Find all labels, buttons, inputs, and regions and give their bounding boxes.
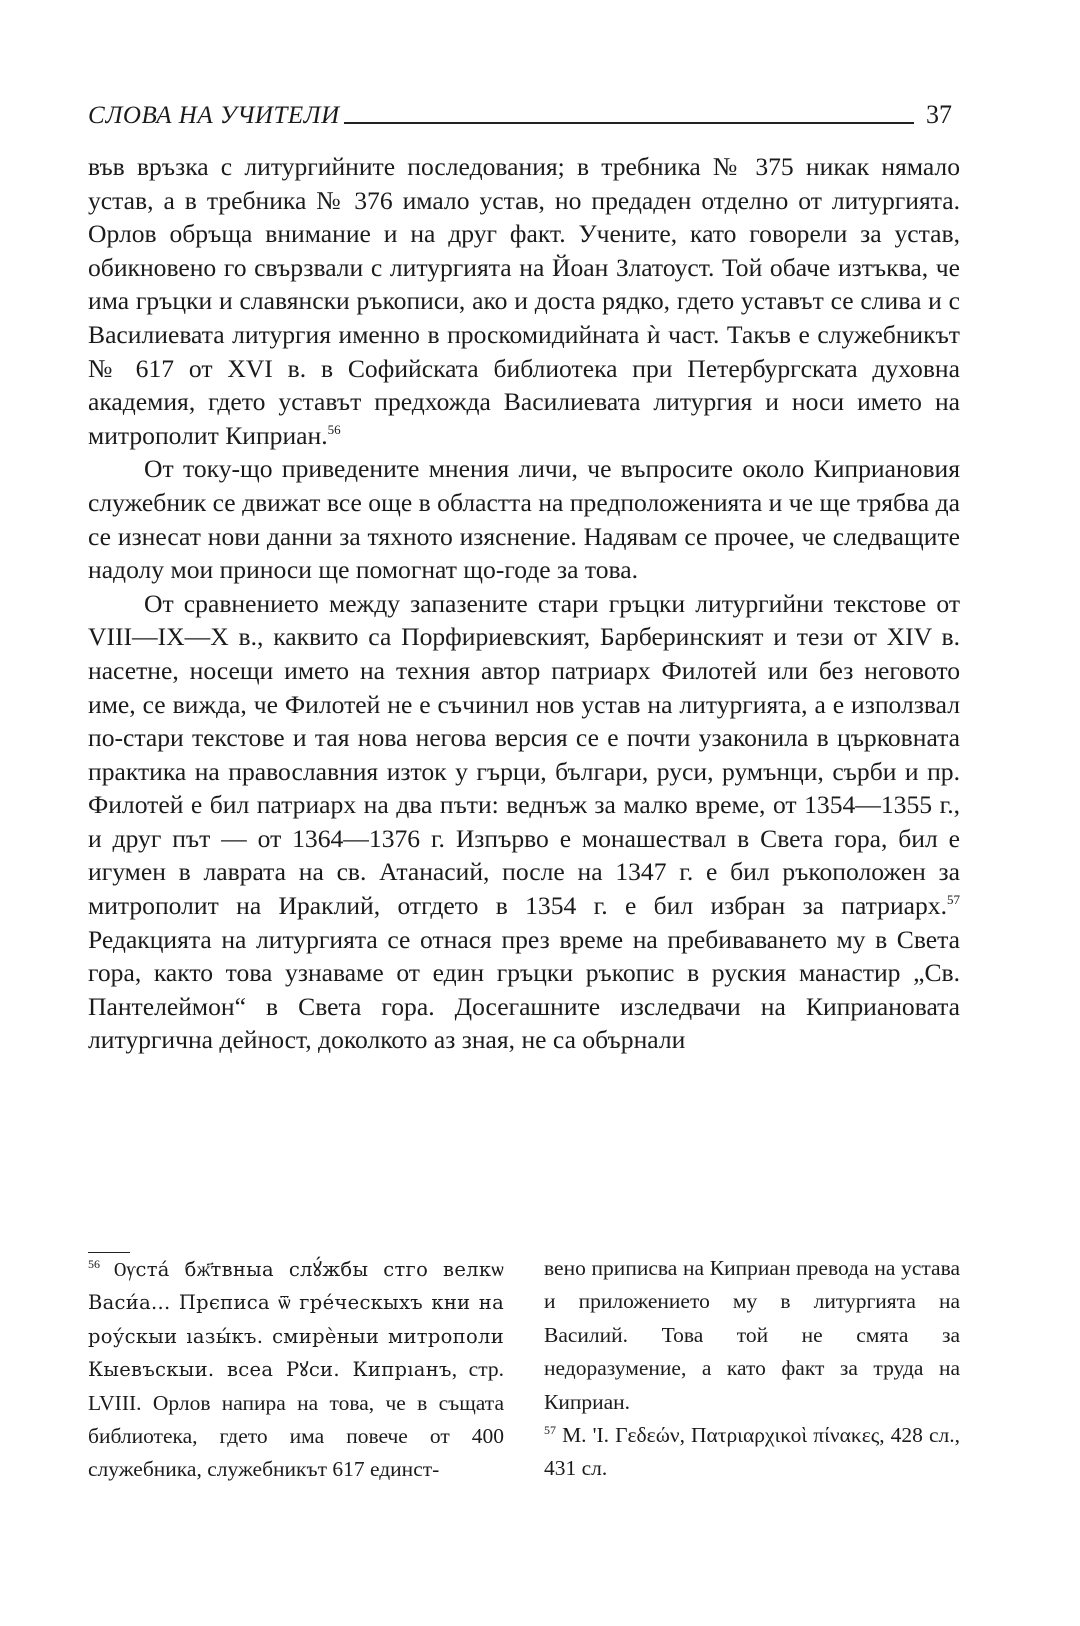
main-text — [88, 150, 960, 1057]
paragraph-1-text: във връзка с литургийните последования; в требника № 375 никак нямало устав, а в требника № 376 имало устав, но предаден отделно от литургията. Орлов обръща внимание и на друг факт. Учените, като говорели за устав, обикновено го свързвали с литургията на Йоан Златоуст. Той обаче изтъква, че има гръцки и славянски ръкописи, ако и доста рядко, гдето уставът се слива и с Василиевата литургия именно в проскомидийната ѝ част. Такъв е служебникът № 617 от XVI в. в Софийската библиотека при Петербургската духовна академия, гдето уставът предхожда Василиевата литургия и носи името на митрополит Киприан. — [88, 152, 960, 450]
footnote-57-number: 57 — [544, 1423, 556, 1438]
paragraph-3 — [88, 587, 960, 1057]
running-title: СЛОВА НА УЧИТЕЛИ — [88, 102, 340, 129]
footnote-57 — [544, 1419, 960, 1486]
footnote-56-continued: вено приписва на Киприан превода на устава и приложението му в литургията на Василий. Това той не смята за недоразумение, а като факт за труда на Киприан. — [544, 1256, 960, 1414]
footnote-56-text-part1: , стр. LVIII. Орлов напира на това, че в същата библиотека, гдето има повече от 400 служебника, служебникът 617 единст- — [88, 1357, 504, 1482]
page-header — [88, 88, 960, 128]
footnote-ref-56: 56 — [327, 421, 341, 437]
footnote-ref-57: 57 — [947, 892, 960, 908]
book-page — [88, 88, 960, 1482]
footnotes — [88, 1252, 960, 1487]
page-number: 37 — [926, 100, 952, 129]
paragraph-2: От току-що приведените мнения личи, че въпросите около Киприановия служебник се движат все още в областта на предположенията и че ще трябва да се изнесат нови данни за тяхното изяснение. Надявам се прочее, че следващите надолу мои приноси ще помогнат що-годе за това. — [88, 454, 960, 585]
footnote-56-number: 56 — [88, 1257, 100, 1271]
paragraph-3-text-b: Редакцията на литургията се отнася през време на пребиваването му в Света гора, както това узнаваме от един гръцки ръкопис в руския манастир „Св. Пантелеймон“ в Света гора. Досегашните изследвачи на Киприановата литургична дейност, доколкото аз зная, не са обърнали — [88, 924, 960, 1055]
footnote-57-text: Μ. 'Ι. Γεδεών, Πατριαρχικοὶ πίνακες, 428 сл., 431 сл. — [544, 1423, 960, 1481]
header-rule — [344, 122, 914, 124]
paragraph-3-text-a: От сравнението между запазените стари гръцки литургийни текстове от VIII—IX—X в., каквито са Порфириевският, Барберинският и тези от XIV в. насетне, носещи името на техния автор патриарх Филотей или без неговото име, се вижда, че Филотей не е съчинил нов устав на литургията, а е използвал по-стари текстове и тая нова негова версия се е почти узаконила в църковната практика на православния изток у гърци, българи, руси, румънци, сърби и пр. Филотей е бил патриарх на два пъти: веднъж за малко време, от 1354—1355 г., и друг път — от 1364—1376 г. Изпърво е монашествал в Света гора, бил е игумен в лаврата на св. Атанасий, после на 1347 г. е бил ръкоположен за митрополит на Ираклий, отгдето в 1354 г. е бил избран за патриарх. — [88, 588, 960, 921]
footnote-column-left — [88, 1252, 504, 1487]
paragraph-1 — [88, 150, 960, 452]
footnote-column-right — [544, 1252, 960, 1487]
footnote-56-slavonic: Ѹста́ бж҃твныа слꙋ́жбы стго велкѡ Васи́а... Прєписа ѿ гре́ческыхъ кни на роу́скыи ıазы́къ. смирѐныи митрополи Кыевъскыи. всеа Рꙋси. Кипрıанъ — [88, 1258, 504, 1382]
